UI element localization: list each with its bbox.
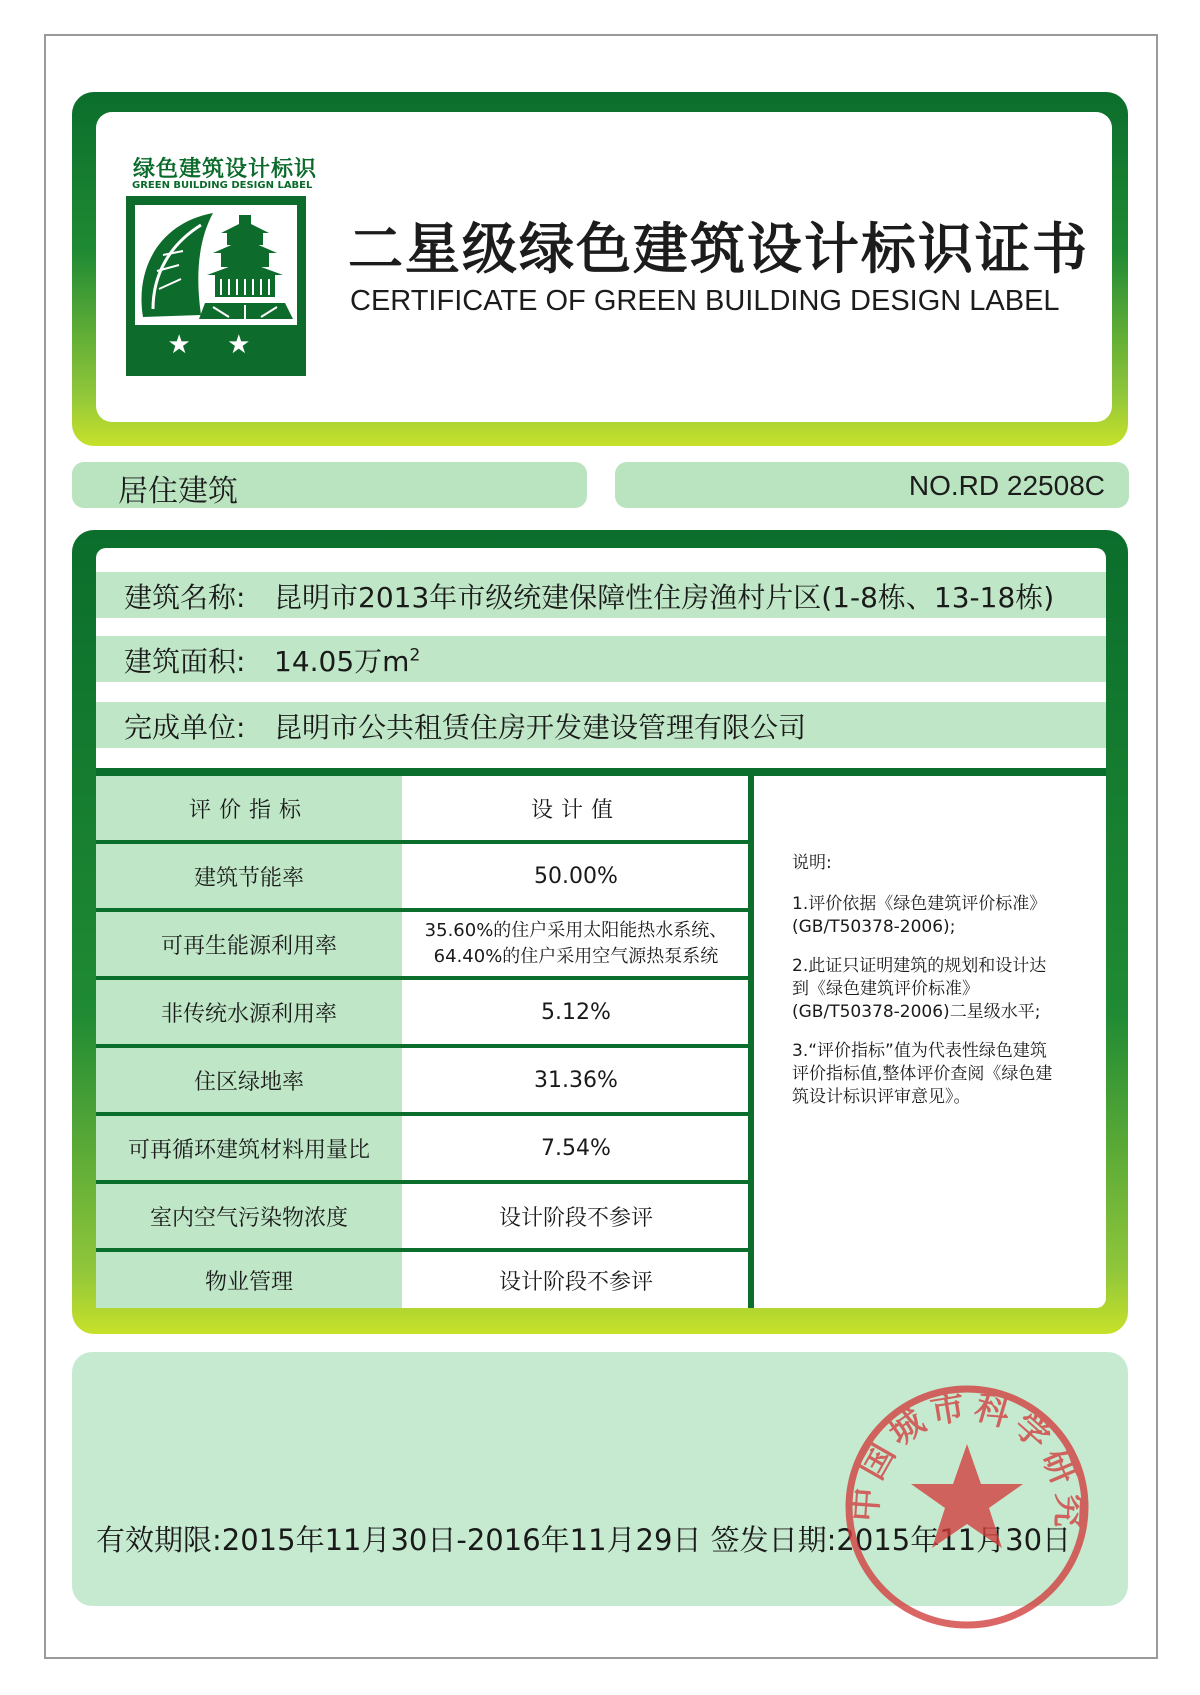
table-row	[96, 844, 750, 908]
value-line: 64.40%的住户采用空气源热泵系统	[433, 946, 719, 967]
table-vertical-rule	[748, 772, 754, 1308]
table-row	[96, 1116, 750, 1180]
completion-unit-label: 完成单位:	[124, 711, 246, 744]
building-area-label: 建筑面积:	[124, 645, 246, 678]
certificate-title-cn: 二星级绿色建筑设计标识证书	[348, 217, 1090, 281]
seal-text: 中国城市科学研究	[844, 1386, 1089, 1535]
indicator-column-header: 评价指标	[96, 776, 402, 840]
building-name-value: 昆明市2013年市级统建保障性住房渔村片区(1-8栋、13-18栋)	[274, 581, 1055, 614]
value-cell: 31.36%	[402, 1048, 750, 1112]
notes-title: 说明:	[792, 853, 832, 873]
validity-period: 有效期限:2015年11月30日-2016年11月29日 签发日期:2015年11月30日	[96, 1523, 1072, 1557]
logo-stars: ★ ★	[167, 330, 265, 360]
building-area-superscript: 2	[409, 645, 421, 666]
notes-panel	[792, 852, 1060, 1125]
indicator-cell: 物业管理	[96, 1252, 402, 1308]
building-area-value: 14.05万m	[274, 645, 410, 678]
certificate-number: NO.RD 22508C	[615, 462, 1129, 508]
building-area-row	[96, 636, 1106, 682]
building-name-row	[96, 572, 1106, 618]
table-row	[96, 912, 750, 976]
indicator-cell: 可再循环建筑材料用量比	[96, 1116, 402, 1180]
building-name-label: 建筑名称:	[124, 581, 246, 614]
logo-title-cn: 绿色建筑设计标识	[133, 157, 318, 182]
value-cell: 5.12%	[402, 980, 750, 1044]
value-line: 35.60%的住户采用太阳能热水系统、	[424, 920, 728, 941]
note-item: 1.评价依据《绿色建筑评价标准》(GB/T50378-2006);	[792, 894, 1047, 937]
note-item: 3.“评价指标”值为代表性绿色建筑评价指标值,整体评价查阅《绿色建筑设计标识评审意见》。	[792, 1041, 1053, 1107]
table-row	[96, 1048, 750, 1112]
indicator-cell: 住区绿地率	[96, 1048, 402, 1112]
indicator-cell: 可再生能源利用率	[96, 912, 402, 976]
value-cell: 50.00%	[402, 844, 750, 908]
value-column-header: 设计值	[402, 776, 750, 840]
indicator-cell: 非传统水源利用率	[96, 980, 402, 1044]
certificate-title-en: CERTIFICATE OF GREEN BUILDING DESIGN LABEL	[350, 285, 1060, 317]
note-item: 2.此证只证明建筑的规划和设计达到《绿色建筑评价标准》(GB/T50378-2006)二星级水平;	[792, 956, 1047, 1022]
value-cell: 设计阶段不参评	[402, 1184, 750, 1248]
building-category: 居住建筑	[72, 462, 587, 508]
value-cell: 7.54%	[402, 1116, 750, 1180]
completion-unit-row	[96, 702, 1106, 748]
indicator-cell: 建筑节能率	[96, 844, 402, 908]
table-row	[96, 1184, 750, 1248]
table-row	[96, 980, 750, 1044]
value-cell	[402, 912, 750, 976]
indicator-cell: 室内空气污染物浓度	[96, 1184, 402, 1248]
table-header-row	[96, 776, 750, 840]
official-seal	[842, 1382, 1092, 1632]
completion-unit-value: 昆明市公共租赁住房开发建设管理有限公司	[274, 711, 807, 744]
table-row	[96, 1252, 750, 1308]
logo-title-en: GREEN BUILDING DESIGN LABEL	[132, 180, 313, 191]
table-top-rule	[96, 768, 1106, 776]
value-cell: 设计阶段不参评	[402, 1252, 750, 1308]
green-building-logo	[126, 196, 306, 376]
seal-star-icon	[842, 1382, 1092, 1632]
